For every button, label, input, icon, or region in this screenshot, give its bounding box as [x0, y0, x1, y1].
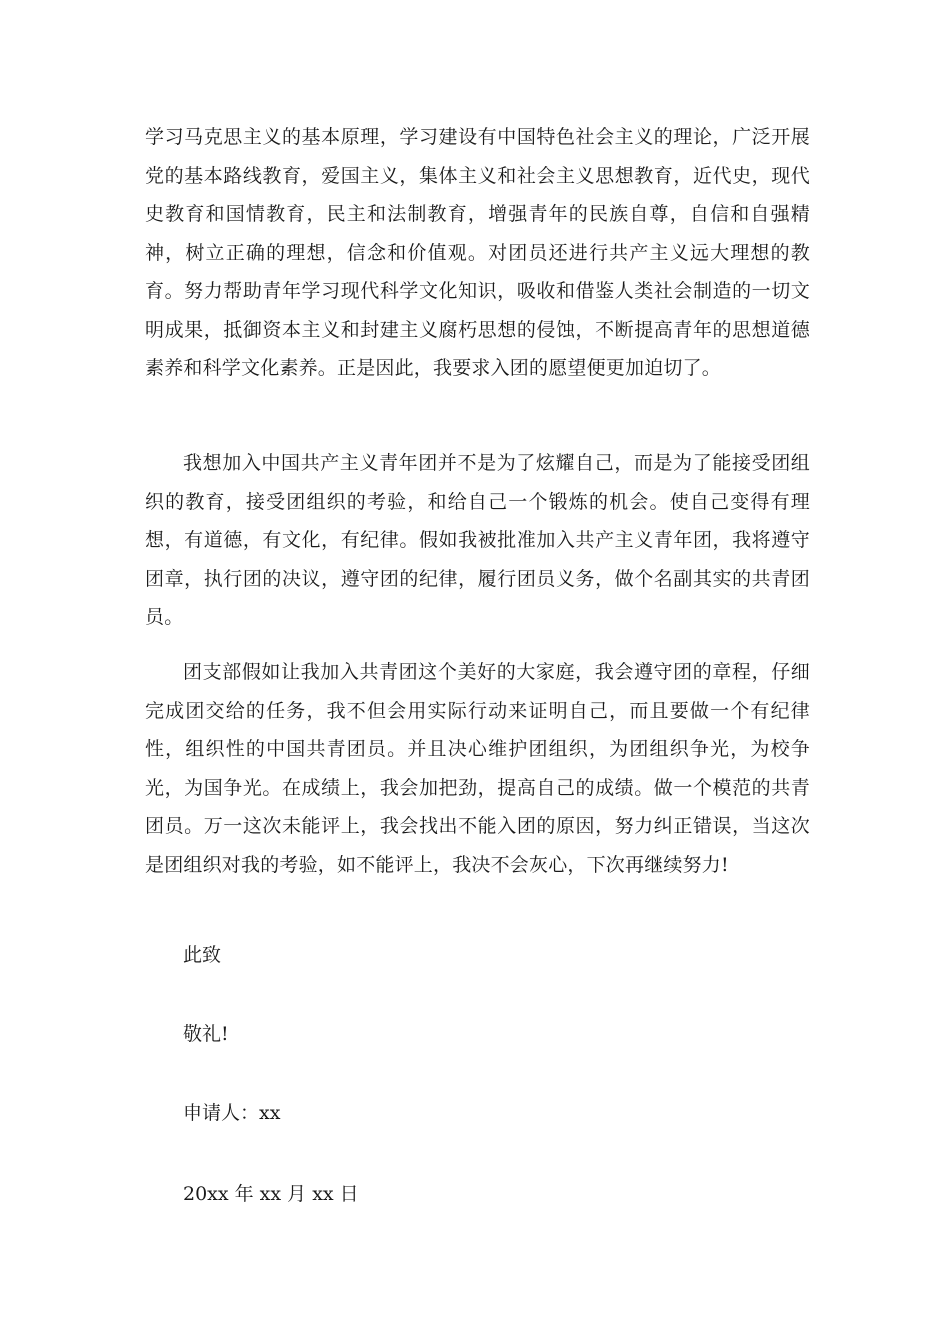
body-paragraph-3: 团支部假如让我加入共青团这个美好的大家庭，我会遵守团的章程，仔细完成团交给的任务，我不但会用实际行动来证明自己，而且要做一个有纪律性，组织性的中国共青团员。并且决心维护团组织，为团组织争光，为校争光，为国争光。在成绩上，我会加把劲，提高自己的成绩。做一个模范的共青团员。万一这次未能评上，我会找出不能入团的原因，努力纠正错误，当这次是团组织对我的考验，如不能评上，我决不会灰心，下次再继续努力!	[145, 661, 810, 876]
body-paragraph-2: 我想加入中国共产主义青年团并不是为了炫耀自己，而是为了能接受团组织的教育，接受团组织的考验，和给自己一个锻炼的机会。使自己变得有理想，有道德，有文化，有纪律。假如我被批准加入共产主义青年团，我将遵守团章，执行团的决议，遵守团的纪律，履行团员义务，做个名副其实的共青团员。	[145, 452, 810, 628]
closing-line: 此致	[183, 944, 222, 966]
date-line: 20xx 年 xx 月 xx 日	[183, 1183, 359, 1205]
applicant-line: 申请人：xx	[183, 1102, 281, 1124]
body-paragraph-1: 学习马克思主义的基本原理，学习建设有中国特色社会主义的理论，广泛开展党的基本路线教育，爱国主义，集体主义和社会主义思想教育，近代史，现代史教育和国情教育，民主和法制教育，增强青年的民族自尊，自信和自强精神，树立正确的理想，信念和价值观。对团员还进行共产主义远大理想的教育。努力帮助青年学习现代科学文化知识，吸收和借鉴人类社会制造的一切文明成果，抵御资本主义和封建主义腐朽思想的侵蚀，不断提高青年的思想道德素养和科学文化素养。正是因此，我要求入团的愿望便更加迫切了。	[145, 126, 810, 379]
salutation-line: 敬礼!	[183, 1023, 229, 1045]
